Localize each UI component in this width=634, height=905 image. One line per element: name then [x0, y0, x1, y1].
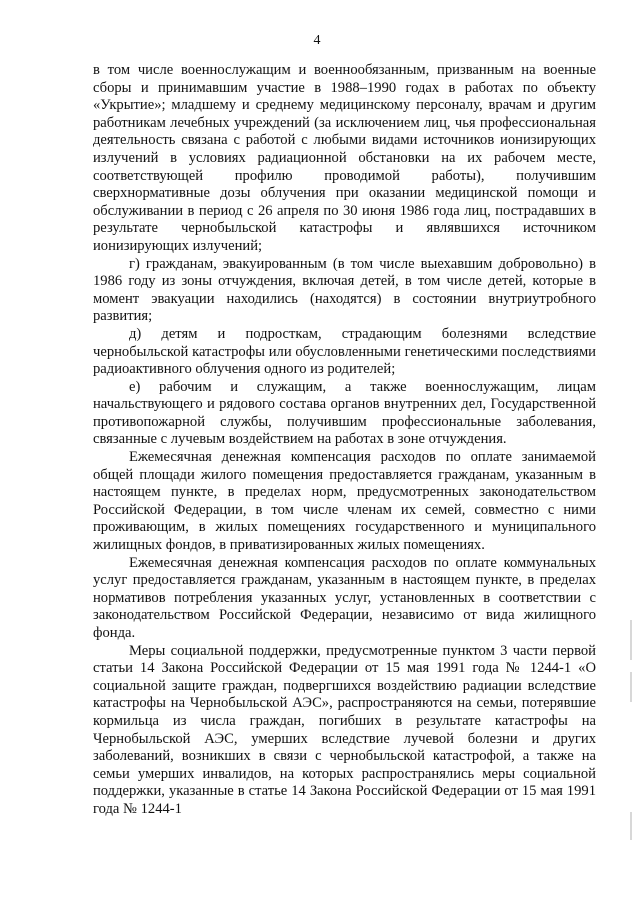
paragraph-utilities-compensation: Ежемесячная денежная компенсация расходов по оплате коммунальных услуг предоставляется гражданам, указанным в настоящем пункте, в пределах нормативов потребления указанных услуг, установленных в соответствии с законодательством Российской Федерации, независимо от вида жилищного фонда. — [93, 554, 596, 641]
paragraph-item-d: д) детям и подросткам, страдающим болезнями вследствие чернобыльской катастрофы или обусловленными генетическими последствиями радиоактивного облучения одного из родителей; — [93, 325, 596, 378]
paragraph-social-support: Меры социальной поддержки, предусмотренные пунктом 3 части первой статьи 14 Закона Российской Федерации от 15 мая 1991 года № 1244-1 «О социальной защите граждан, подвергшихся воздействию радиации вследствие катастрофы на Чернобыльской АЭС», распространяются на семьи, потерявшие кормильца из числа граждан, погибших в результате катастрофы на Чернобыльской АЭС, умерших вследствие лучевой болезни и других заболеваний, возникших в связи с чернобыльской катастрофой, а также на семьи умерших инвалидов, на которых распространялись меры социальной поддержки, указанные в статье 14 Закона Российской Федерации от 15 мая 1991 года № 1244-1 — [93, 642, 596, 817]
paragraph-item-e: е) рабочим и служащим, а также военнослужащим, лицам начальствующего и рядового состава органов внутренних дел, Государственной противопожарной службы, получившим профессиональные заболевания, связанные с лучевым воздействием на работах в зоне отчуждения. — [93, 378, 596, 448]
paragraph-item-g: г) гражданам, эвакуированным (в том числе выехавшим добровольно) в 1986 году из зоны отчуждения, включая детей, в том числе детей, которые в момент эвакуации находились (находятся) в состоянии внутриутробного развития; — [93, 255, 596, 325]
paragraph-housing-compensation: Ежемесячная денежная компенсация расходов по оплате занимаемой общей площади жилого помещения предоставляется гражданам, указанным в настоящем пункте, в пределах норм, предусмотренных законодательством Российской Федерации, в том числе членам их семей, совместно с ними проживающим, в жилых помещениях государственного и муниципального жилищных фондов, в приватизированных жилых помещениях. — [93, 449, 596, 554]
page-number: 4 — [313, 33, 321, 48]
scan-edge-mark — [630, 812, 632, 840]
scan-edge-mark — [630, 672, 632, 702]
document-body — [93, 62, 596, 819]
scan-edge-mark — [630, 620, 632, 660]
paragraph-continuation: в том числе военнослужащим и военнообязанным, призванным на военные сборы и принимавшим участие в 1988–1990 годах в работах по объекту «Укрытие»; младшему и среднему медицинскому персоналу, врачам и другим работникам лечебных учреждений (за исключением лиц, чья профессиональная деятельность связана с работой с любыми видами источников ионизирующих излучений в условиях радиационной обстановки на их рабочем месте, соответствующей профилю проводимой работы), получившим сверхнормативные дозы облучения при оказании медицинской помощи и обслуживании в период с 26 апреля по 30 июня 1986 года лиц, пострадавших в результате чернобыльской катастрофы и являвшихся источником ионизирующих излучений; — [93, 62, 596, 254]
